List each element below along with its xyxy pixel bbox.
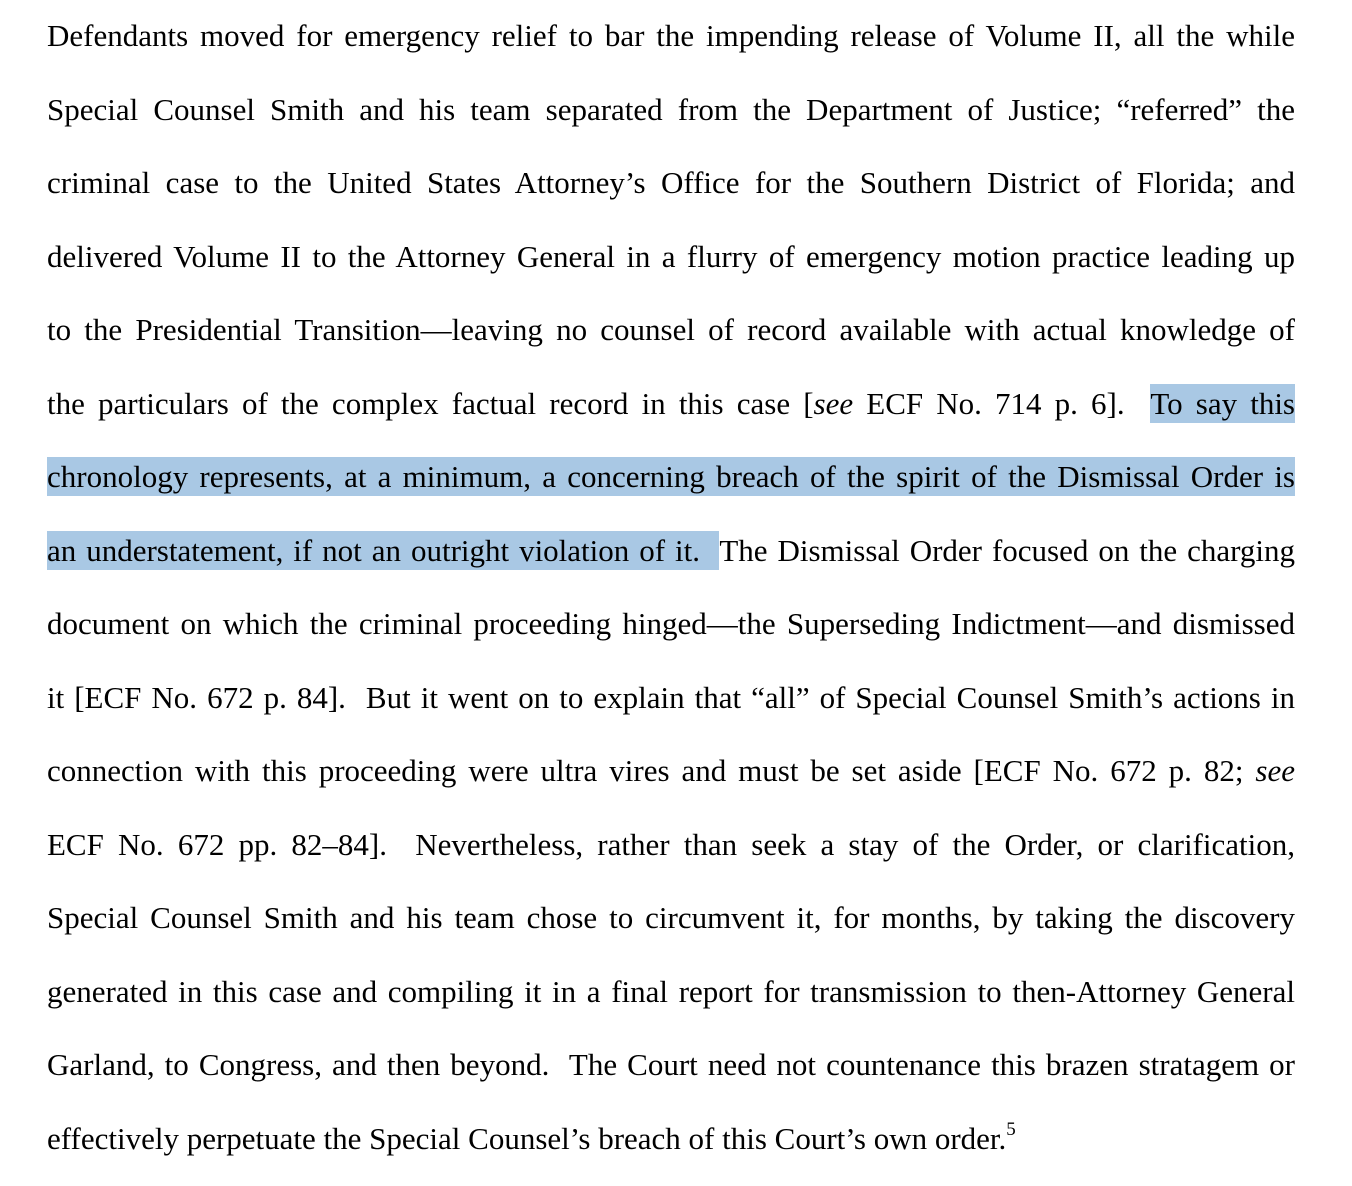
highlighted-text[interactable]: chronology represents, at a minimum, a concerning breach of the spirit of the Dismissal Order is	[47, 457, 1295, 496]
document-body	[47, 10, 1295, 1186]
text-line	[47, 892, 1295, 966]
text-line	[47, 966, 1295, 1040]
text-segment: delivered Volume II to the Attorney General in a flurry of emergency motion practice leading up	[47, 239, 1295, 274]
text-line	[47, 378, 1295, 452]
text-segment: connection with this proceeding were ultra vires and must be set aside [ECF No. 672 p. 82;	[47, 753, 1255, 788]
text-segment: Defendants moved for emergency relief to bar the impending release of Volume II, all the while	[47, 18, 1295, 53]
text-segment: to the Presidential Transition—leaving no counsel of record available with actual knowledge of	[47, 312, 1295, 347]
text-line	[47, 84, 1295, 158]
highlighted-text[interactable]: To say this	[1150, 384, 1295, 423]
text-segment: Special Counsel Smith and his team chose to circumvent it, for months, by taking the discovery	[47, 900, 1295, 935]
text-line-last	[47, 1113, 1295, 1186]
text-line	[47, 451, 1295, 525]
text-line	[47, 745, 1295, 819]
text-line	[47, 525, 1295, 599]
text-segment: criminal case to the United States Attorney’s Office for the Southern District of Florida; and	[47, 165, 1295, 200]
text-segment: The Dismissal Order focused on the charging	[719, 533, 1295, 568]
text-line	[47, 598, 1295, 672]
text-line	[47, 304, 1295, 378]
highlighted-text[interactable]: an understatement, if not an outright violation of it.	[47, 531, 719, 570]
text-line	[47, 1039, 1295, 1113]
footnote-marker[interactable]: 5	[1006, 1119, 1016, 1140]
text-segment: document on which the criminal proceeding hinged—the Superseding Indictment—and dismissed	[47, 606, 1295, 641]
text-line	[47, 157, 1295, 231]
italic-citation-signal: see	[1255, 753, 1295, 788]
italic-citation-signal: see	[814, 386, 854, 421]
text-line	[47, 10, 1295, 84]
text-segment: ECF No. 714 p. 6].	[853, 386, 1150, 421]
text-segment: effectively perpetuate the Special Counsel’s breach of this Court’s own order.	[47, 1121, 1006, 1156]
text-segment: Special Counsel Smith and his team separated from the Department of Justice; “referred” the	[47, 92, 1295, 127]
text-line	[47, 819, 1295, 893]
text-segment: ECF No. 672 pp. 82–84]. Nevertheless, rather than seek a stay of the Order, or clarification,	[47, 827, 1295, 862]
text-line	[47, 672, 1295, 746]
text-segment: generated in this case and compiling it in a final report for transmission to then-Attorney General	[47, 974, 1295, 1009]
text-segment: it [ECF No. 672 p. 84]. But it went on to explain that “all” of Special Counsel Smith’s actions in	[47, 680, 1295, 715]
text-line	[47, 231, 1295, 305]
text-segment: Garland, to Congress, and then beyond. The Court need not countenance this brazen stratagem or	[47, 1047, 1295, 1082]
text-segment: the particulars of the complex factual record in this case [	[47, 386, 814, 421]
